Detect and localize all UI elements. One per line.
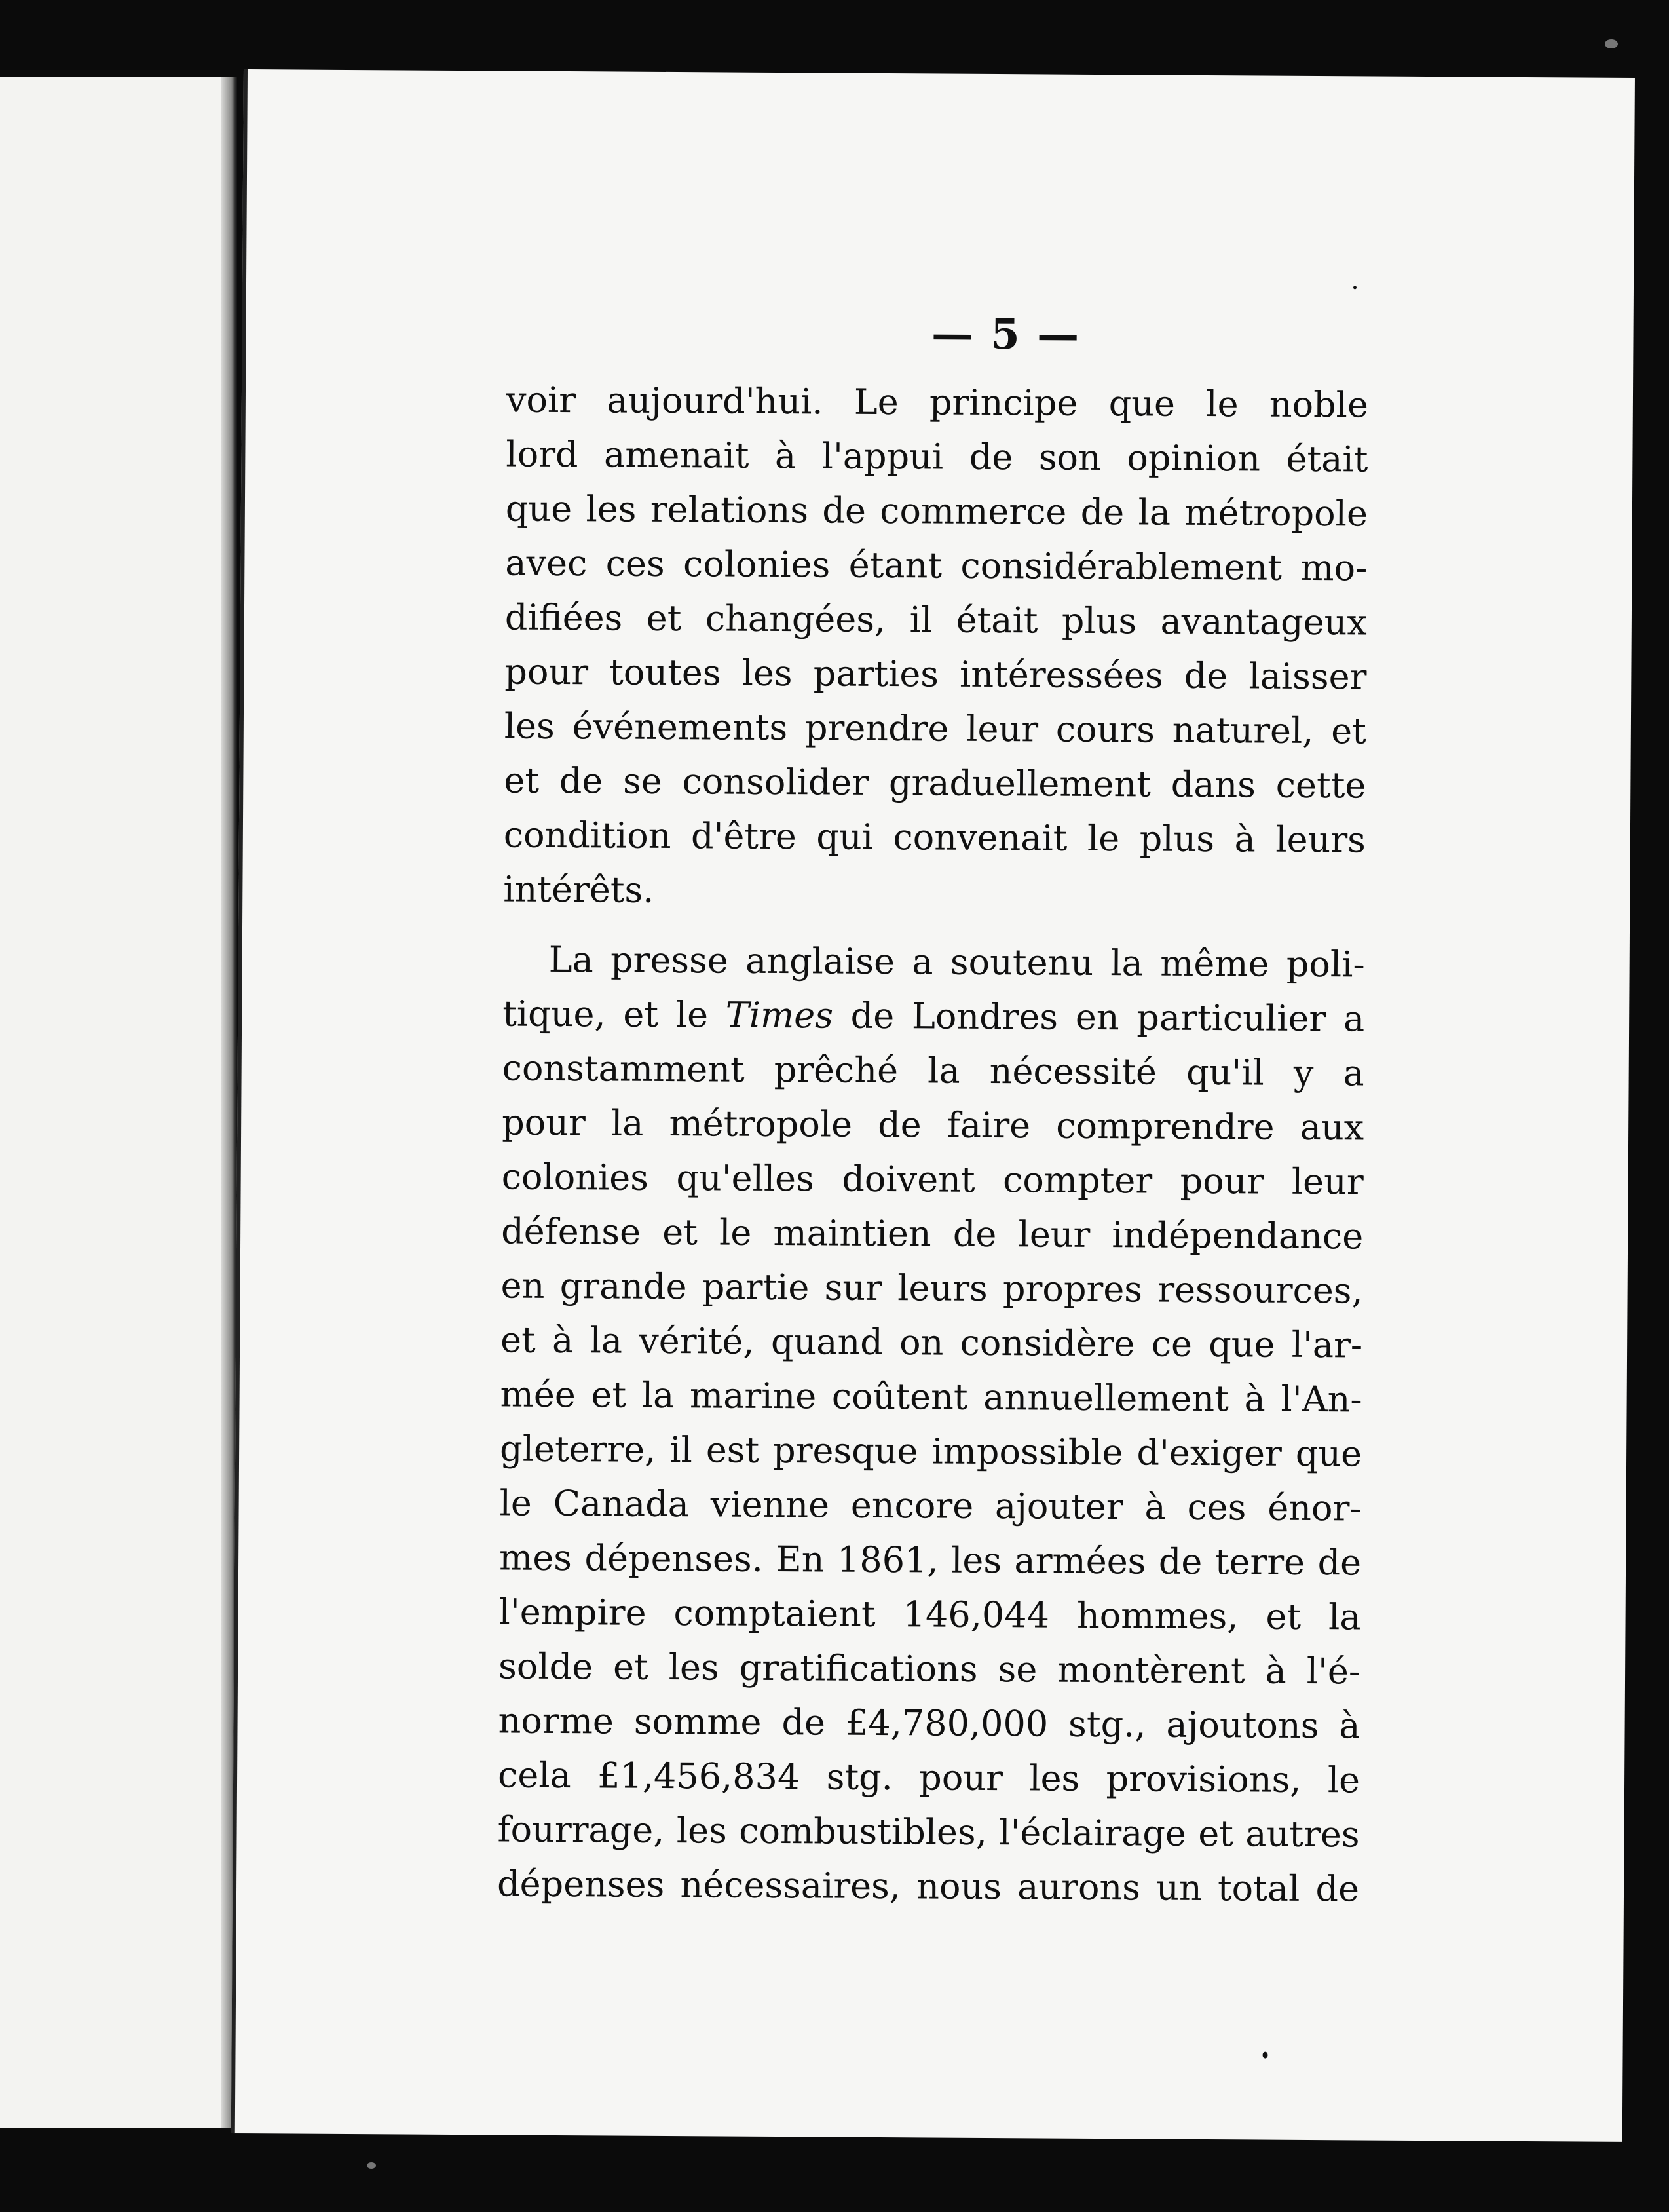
text-line: et à la vérité, quand on considère ce que l'ar- [500, 1319, 1363, 1366]
paragraph [497, 932, 1365, 1916]
text-line: le Canada vienne encore ajouter à ces énor- [499, 1482, 1362, 1529]
text-line: et de se consolider graduellement dans cette [504, 759, 1366, 807]
text-line: La presse anglaise a soutenu la même poli- [548, 938, 1365, 985]
text-line: pour la métropole de faire comprendre aux [501, 1101, 1364, 1149]
paragraph [503, 372, 1368, 921]
text-line: les événements prendre leur cours naturel, et [504, 705, 1367, 752]
text-line: avec ces colonies étant considérablement mo- [505, 542, 1368, 589]
text-line: colonies qu'elles doivent compter pour leur [501, 1156, 1364, 1203]
facing-page-edge [0, 77, 237, 2128]
text-line: fourrage, les combustibles, l'éclairage et autres [497, 1808, 1360, 1856]
scan-speck [1262, 2052, 1267, 2059]
text-line: mée et la marine coûtent annuellement à l'An- [500, 1373, 1362, 1421]
text-line [502, 986, 1364, 1046]
text-line: lord amenait à l'appui de son opinion était [506, 433, 1368, 480]
scan-speck [1353, 286, 1357, 289]
text-line: intérêts. [503, 868, 654, 911]
text-line: solde et les gratifications se montèrent à l'é- [498, 1645, 1361, 1692]
text-line: que les relations de commerce de la métropole [505, 487, 1368, 535]
text-segment: tique, et le [502, 993, 726, 1036]
newspaper-title: Times [725, 994, 834, 1037]
text-line: pour toutes les parties intéressées de laisser [504, 651, 1367, 698]
text-line: condition d'être qui convenait le plus à leurs [503, 814, 1366, 861]
scan-speck [367, 2162, 376, 2169]
scan-speck [1605, 39, 1618, 48]
page-number: — 5 — [931, 309, 1081, 360]
text-line: l'empire comptaient 146,044 hommes, et la [498, 1591, 1361, 1638]
book-page [231, 69, 1635, 2142]
text-line: dépenses nécessaires, nous aurons un total de [497, 1863, 1360, 1910]
text-line: en grande partie sur leurs propres ressources, [500, 1265, 1363, 1312]
text-line: cela £1,456,834 stg. pour les provisions, le [497, 1754, 1360, 1801]
text-line: constamment prêché la nécessité qu'il y a [502, 1047, 1364, 1094]
text-line: gleterre, il est presque impossible d'exiger que [499, 1428, 1362, 1475]
text-line: difiées et changées, il était plus avantageux [504, 596, 1368, 643]
text-line: voir aujourd'hui. Le principe que le noble [506, 379, 1369, 426]
page-body [497, 372, 1368, 1916]
text-line: mes dépenses. En 1861, les armées de terre de [498, 1536, 1362, 1584]
text-line: défense et le maintien de leur indépendance [500, 1210, 1364, 1257]
text-line: norme somme de £4,780,000 stg., ajoutons à [498, 1700, 1360, 1747]
text-segment: de Londres en particulier a [833, 995, 1365, 1040]
